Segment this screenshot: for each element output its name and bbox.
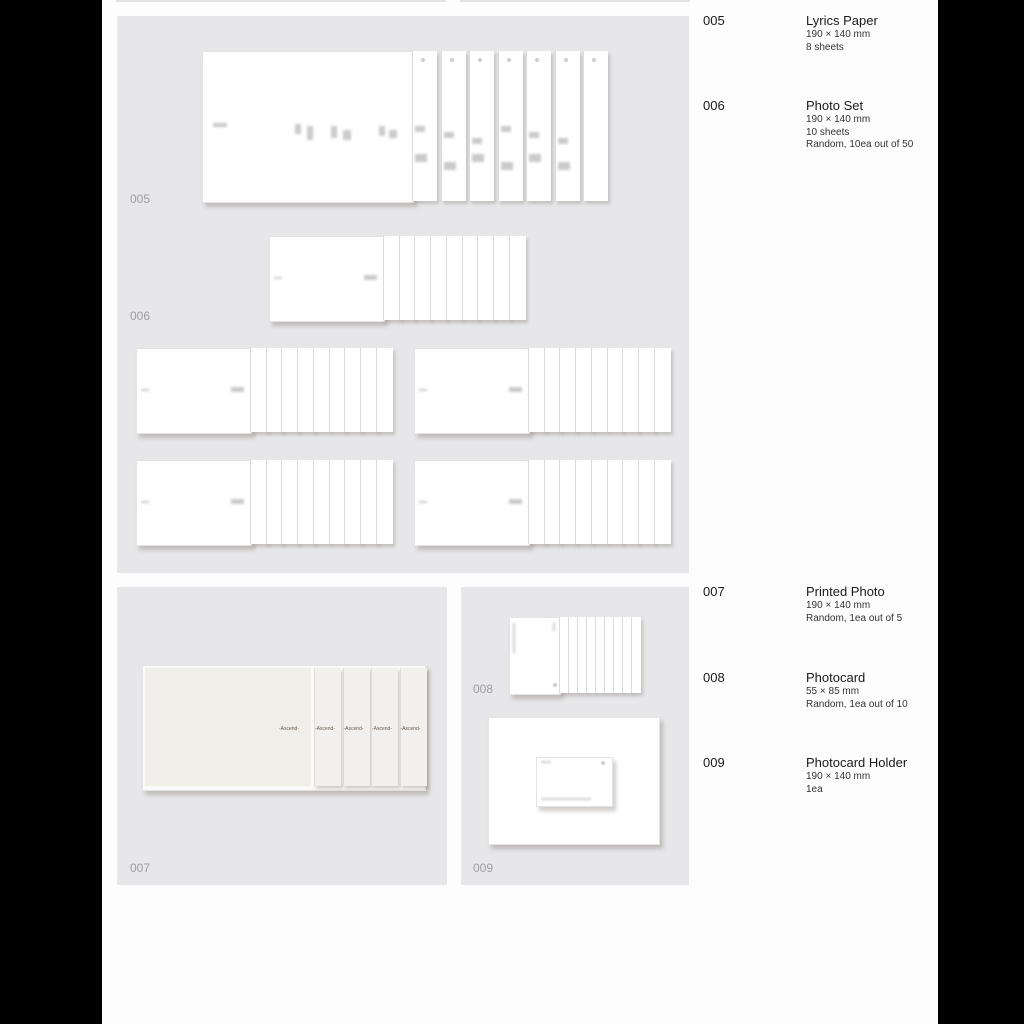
item-detail: 190 × 140 mm — [806, 114, 871, 125]
item-number: 006 — [703, 98, 725, 113]
photocard-hole — [553, 683, 557, 687]
item-number: 005 — [703, 13, 725, 28]
lyrics-sheet — [555, 51, 580, 201]
photocard-sheet — [631, 617, 641, 693]
lyrics-sheet-hole — [535, 58, 539, 62]
holder-logo-mark — [541, 761, 551, 763]
item-detail: 190 × 140 mm — [806, 29, 871, 40]
photo-set-logo — [419, 501, 427, 503]
photo-set-mark — [231, 499, 244, 504]
lyrics-sheet-hole — [564, 58, 568, 62]
lyrics-text-mark — [501, 126, 511, 132]
lyrics-text-mark — [472, 154, 484, 162]
previous-panel-edge — [116, 0, 446, 2]
item-number: 009 — [703, 755, 725, 770]
panel-label-005: 005 — [130, 192, 151, 206]
photo-set-sheet — [376, 348, 394, 432]
printed-photo-caption: -Ascend- — [400, 726, 421, 732]
photo-set-mark — [509, 387, 522, 392]
item-detail: 190 × 140 mm — [806, 600, 871, 611]
photo-set-sheet — [376, 460, 394, 544]
lyrics-text-mark — [529, 154, 541, 162]
photo-set-logo — [141, 389, 149, 391]
item-detail: 190 × 140 mm — [806, 771, 871, 782]
previous-panel-edge — [460, 0, 690, 2]
lyrics-text-mark — [444, 162, 456, 170]
lyrics-sheet — [526, 51, 551, 201]
holder-caption-mark — [541, 798, 591, 800]
lyrics-sheet-hole — [421, 58, 425, 62]
photo-set-mark — [364, 275, 377, 280]
item-detail: Random, 1ea out of 10 — [806, 698, 908, 710]
item-number: 007 — [703, 584, 725, 599]
panel-label-008: 008 — [473, 682, 494, 696]
lyrics-sheet — [469, 51, 494, 201]
lyrics-text-mark — [529, 132, 539, 138]
photo-set-sheet — [509, 236, 527, 320]
item-title: Photo Set — [806, 98, 864, 113]
panel-label-006: 006 — [130, 309, 151, 323]
item-detail: 1ea — [806, 783, 823, 795]
panel-photocard — [461, 587, 689, 885]
printed-photo-caption: -Ascend- — [279, 726, 300, 732]
lyrics-text-mark — [415, 154, 427, 162]
lyrics-text-mark — [472, 138, 482, 144]
photo-set-mark — [231, 387, 244, 392]
lyrics-text-mark — [501, 162, 513, 170]
item-number: 008 — [703, 670, 725, 685]
item-detail: Random, 1ea out of 5 — [806, 612, 903, 624]
item-title: Lyrics Paper — [806, 13, 878, 28]
panel-printed-photo — [117, 587, 447, 885]
photo-set-mark — [509, 499, 522, 504]
printed-photo-caption: -Ascend- — [372, 726, 393, 732]
item-detail: 8 sheets — [806, 41, 844, 53]
photo-set-logo — [141, 501, 149, 503]
photo-set-logo — [419, 389, 427, 391]
item-title: Photocard — [806, 670, 866, 685]
panel-label-009: 009 — [473, 861, 494, 875]
lyrics-sheet-hole — [478, 58, 482, 62]
item-detail: Random, 10ea out of 50 — [806, 139, 914, 150]
panel-lyrics-photo-set — [117, 16, 689, 573]
printed-photo-caption: -Ascend- — [315, 726, 336, 732]
photo-set-logo — [274, 277, 282, 279]
lyrics-sheet-hole — [507, 58, 511, 62]
photo-set-sheet — [654, 460, 672, 544]
item-title: Printed Photo — [806, 584, 885, 599]
item-detail: 55 × 85 mm — [806, 686, 860, 697]
catalog-page — [102, 0, 938, 1024]
photocard-text-mark — [553, 623, 555, 631]
lyrics-sheet — [583, 51, 608, 201]
lyrics-text-mark — [415, 126, 425, 132]
item-title: Photocard Holder — [806, 755, 908, 770]
holder-dot — [601, 761, 605, 765]
photo-set-sheet — [654, 348, 672, 432]
printed-photo-caption: -Ascend- — [343, 726, 364, 732]
lyrics-text-mark — [558, 162, 570, 170]
lyrics-sheet-hole — [450, 58, 454, 62]
photocard-text-mark — [513, 623, 515, 653]
item-detail: 10 sheets — [806, 126, 850, 138]
lyrics-text-mark — [558, 138, 568, 144]
panel-label-007: 007 — [130, 861, 151, 875]
lyrics-sheet-hole — [592, 58, 596, 62]
lyrics-text-mark — [444, 132, 454, 138]
lyrics-sheet — [441, 51, 466, 201]
